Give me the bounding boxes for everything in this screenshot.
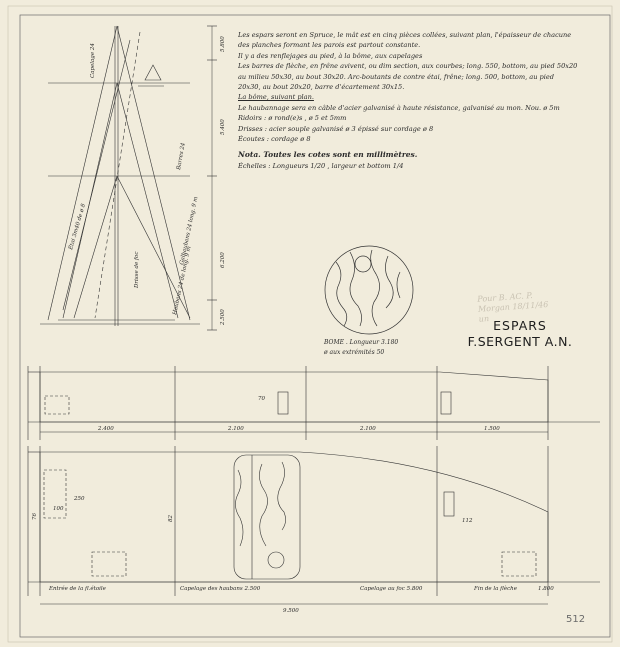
plan-dim-3: 2.100 (360, 426, 376, 432)
boom-caption (324, 338, 434, 358)
label-bars: Barres 24 (176, 142, 187, 171)
label-forestay: Étai 3m40 de ø 8 (68, 203, 88, 251)
plan-sec-2 (278, 392, 288, 414)
grain-1 (336, 262, 347, 326)
plan-dims (32, 396, 554, 614)
plan-view (28, 366, 600, 440)
elev-right-depth: 112 (462, 518, 473, 524)
backstay-line (117, 26, 190, 320)
bottom-label-2: Capelage des haubans 2.500 (180, 586, 261, 592)
note-line-10: Drisses : acier souple galvanisé ø 3 épissé sur cordage ø 8 (238, 124, 434, 133)
specification-notes (238, 30, 610, 171)
note-line-8: Le haubannage sera en câble d'acier galvanisé à haute résistance, galvanisé au mon. Nou. ø 5m (238, 103, 560, 112)
elev-dashed-left (92, 552, 126, 576)
note-line-1: Les espars seront en Spruce, le mât est en cinq pièces collées, suivant plan, l'épaisseur de chacune (238, 31, 572, 39)
plan-sec-3 (441, 392, 451, 414)
plan-dim-2: 2.100 (228, 426, 244, 432)
label-capelage: Capelage 24 (90, 43, 96, 78)
boom-caption-diameter: ø aux extrémités 50 (324, 349, 385, 356)
bottom-label-3: Capelage au foc 5.800 (360, 586, 423, 592)
sheet-number: 512 (566, 614, 586, 625)
label-galhaubans: Galhaubans 24 long. 9 m (179, 196, 200, 266)
note-line-3: Il y a des renflejages au pied, à la bôme, aux capelages (238, 51, 423, 60)
note-line-6: 20x30, au bout 20x20, barre d'écartement 30x15. (238, 83, 405, 92)
elevation-outline (40, 452, 548, 582)
overall-length: 9.500 (283, 608, 299, 614)
bottom-label-1: Entrée de la fl.étoile (49, 586, 106, 592)
elev-sec-right (444, 492, 454, 516)
note-line-5: au milieu 50x30, au bout 30x20. Arc-boutants de contre étai, frêne; long. 500, bottom, au pied (238, 72, 554, 81)
boom-section (325, 246, 413, 334)
pencil-annotation: Pour B. AC. P. Morgan 18/11/46 un (477, 290, 549, 324)
side-dim-1: 5.800 (220, 36, 226, 52)
elev-grain-1 (235, 470, 243, 546)
plan-dim-1: 2.400 (98, 426, 114, 432)
note-line-4: Les barres de flèche, en frêne avivent, ou dim section, aux courbes; long. 550, bottom, au pied 50x20 (238, 62, 578, 71)
stay-line-a (63, 40, 130, 310)
elev-left-depth: 76 (32, 513, 38, 520)
label-haubans: Haubans 24 de long. 9 m (172, 245, 193, 316)
grain-3 (371, 250, 380, 326)
mast-labels (66, 36, 226, 326)
side-dim-4: 2.500 (220, 309, 226, 325)
plan-sec-1 (45, 396, 69, 414)
elev-grain-3 (278, 462, 286, 530)
elev-detail-block (234, 455, 300, 579)
grain-4 (385, 256, 393, 308)
elev-dashed-right (502, 552, 536, 576)
grain-5 (397, 272, 400, 298)
truck-detail (145, 65, 161, 80)
elevation-view (28, 446, 600, 604)
side-dim-2: 5.400 (220, 119, 226, 135)
boom-section-hole (355, 256, 371, 272)
scales-line: Échelles : Longueurs 1/20 , largeur et bottom 1/4 (238, 161, 404, 170)
elev-grain-2 (259, 464, 267, 546)
elev-left-small: 250 (74, 496, 85, 502)
elev-mid-depth: 82 (168, 515, 174, 522)
mast-elevation (40, 26, 217, 330)
nota-line: Nota. Toutes les cotes sont en millimètres. (238, 150, 418, 160)
elev-detail-hole (268, 552, 284, 568)
note-line-11: Écoutes : cordage ø 8 (238, 135, 311, 144)
note-line-2: des planches formant les parois est partout constante. (238, 41, 421, 50)
elev-right-small: 70 (258, 396, 265, 402)
note-line-7: La bôme, suivant plan. (238, 93, 314, 102)
drawing-author: F.SERGENT A.N. (467, 334, 573, 349)
label-halyard: Drisse de foc (134, 251, 140, 288)
lower-left (74, 176, 117, 318)
bottom-label-4: Fin de la flèche (474, 586, 517, 592)
bottom-label-5: 1.800 (538, 586, 554, 592)
boom-caption-length: BOME . Longueur 3.180 (324, 339, 399, 346)
drawing-title: ESPARS (493, 318, 547, 333)
note-line-9: Ridoirs : ø rond(e)s , ø 5 et 5mm (238, 114, 347, 123)
side-dim-3: 6.200 (220, 252, 226, 268)
elev-left-width: 100 (53, 506, 64, 512)
forestay-line (48, 26, 117, 320)
plan-dim-5: 1.500 (484, 426, 500, 432)
grain-2 (350, 252, 362, 326)
plan-outline (40, 372, 548, 422)
